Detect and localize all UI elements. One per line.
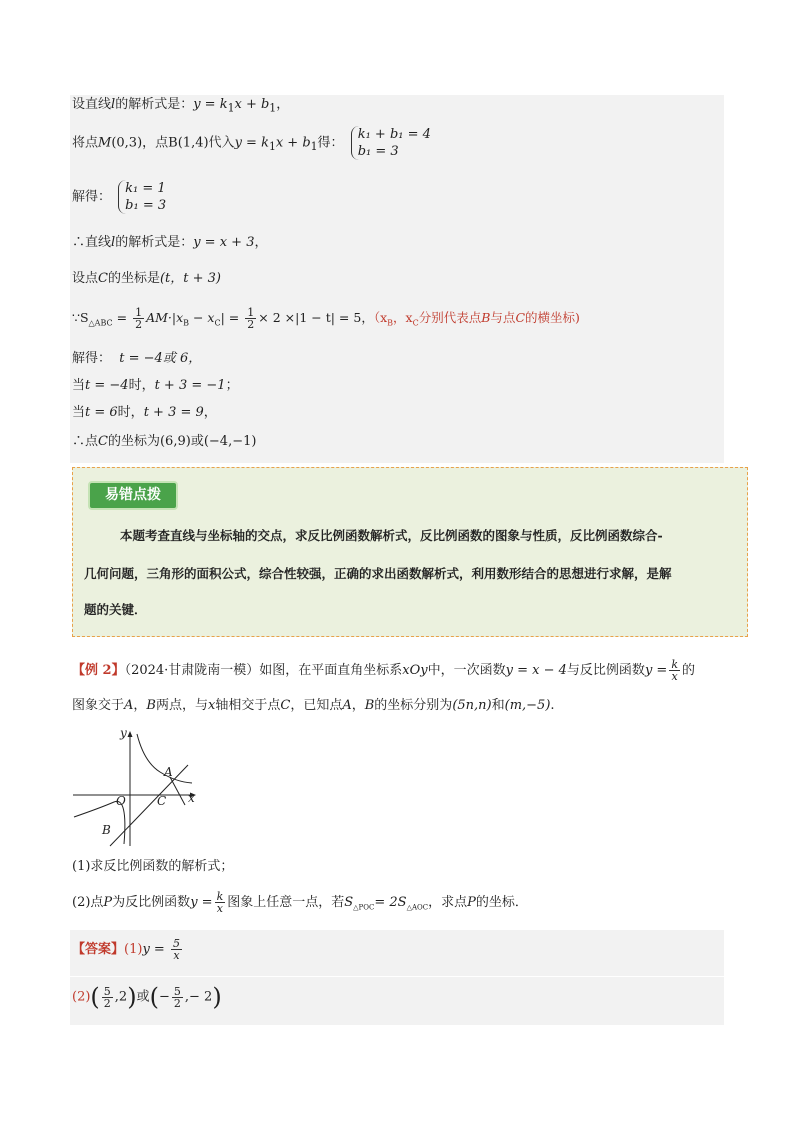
text: ∴直线 — [72, 235, 112, 250]
fraction — [102, 986, 113, 1009]
math: x + b — [234, 97, 270, 112]
text: | = — [220, 310, 240, 325]
num: 1 — [247, 306, 255, 319]
text: ,2 — [114, 989, 128, 1005]
example-tag: 【例 2】 — [72, 663, 125, 678]
math: t + 3 = −1 — [154, 378, 226, 393]
text: （2024·甘肃陇南一模）如图，在平面直角坐标系 — [124, 663, 403, 678]
solution-line-4 — [72, 234, 267, 252]
eq: b₁ = 3 — [125, 198, 167, 213]
math: x — [208, 698, 216, 713]
answer-line-2 — [72, 982, 222, 1013]
text: ,− 2 — [184, 989, 213, 1005]
sub: B — [387, 318, 394, 328]
tip-badge: 易错点拨 — [88, 481, 178, 510]
math: AM·|x — [146, 310, 184, 325]
text: ∵S — [72, 310, 89, 325]
paren-open: ( — [90, 983, 100, 1011]
text: 时， — [128, 378, 155, 393]
math: (t，t + 3) — [159, 271, 222, 286]
math: P — [467, 895, 476, 910]
text: × 2 ×|1 − t| = 5， — [258, 310, 374, 325]
den: 2 — [247, 318, 255, 331]
text: ，求点 — [428, 895, 468, 910]
math: B — [481, 310, 491, 325]
fraction — [245, 307, 256, 330]
den: 2 — [173, 996, 181, 1010]
text: 将点 — [72, 135, 99, 151]
origin-label: O — [116, 794, 126, 808]
text: 的横坐标) — [525, 310, 580, 325]
solution-line-1 — [72, 96, 289, 118]
text: 为反比例函数 — [112, 895, 191, 910]
den: x — [671, 670, 678, 683]
text: 解得： — [72, 189, 112, 205]
math: y = k — [193, 97, 228, 112]
text: 与反比例函数 — [566, 663, 645, 678]
question-2 — [72, 890, 528, 921]
equation-system — [118, 180, 166, 214]
solution-line-2 — [72, 126, 431, 160]
text: (1) — [124, 942, 143, 957]
solution-line-5 — [72, 270, 221, 288]
text: 分别代表点 — [418, 310, 482, 325]
example-line-2 — [72, 697, 555, 715]
text: 时， — [117, 405, 144, 420]
text: ， — [276, 97, 290, 112]
sub: 1 — [269, 101, 277, 115]
text: 设点 — [72, 271, 99, 286]
point-a-label: A — [164, 765, 173, 779]
text: (2)点 — [72, 895, 104, 910]
sub: △POC — [353, 903, 375, 912]
text: = — [116, 310, 128, 325]
den: x — [173, 949, 180, 962]
eq: b₁ = 3 — [357, 144, 399, 159]
y-axis-arrow — [128, 731, 133, 737]
text: ， — [351, 698, 365, 713]
text: ， — [203, 405, 217, 420]
solution-line-10 — [72, 433, 256, 451]
math: y = x − 4 — [505, 663, 567, 678]
point-b-label: B — [102, 823, 111, 837]
math: P — [103, 895, 113, 910]
function-graph-figure — [70, 724, 200, 850]
point-c-label: C — [157, 794, 167, 808]
text: ； — [225, 378, 239, 393]
math: x + b — [275, 135, 311, 151]
math: − x — [189, 310, 215, 325]
note — [373, 310, 580, 328]
text: 的 — [681, 663, 695, 678]
math: C — [98, 271, 108, 286]
text: . — [550, 698, 555, 713]
text: 的坐标． — [475, 895, 528, 910]
y-label: y — [120, 726, 127, 740]
num: 1 — [135, 306, 143, 319]
text: 得： — [317, 135, 344, 151]
sub: C — [412, 318, 419, 328]
sub: 1 — [268, 140, 276, 154]
text: 设直线 — [72, 97, 112, 112]
text: ∴点 — [72, 434, 99, 449]
solution-line-7 — [72, 350, 201, 368]
den: x — [216, 902, 223, 915]
num: 5 — [173, 984, 181, 998]
math: C — [280, 698, 291, 713]
fraction — [669, 659, 680, 682]
example-line-1 — [72, 658, 695, 684]
text: ，已知点 — [290, 698, 343, 713]
answer-line-1 — [72, 936, 184, 964]
text: 当 — [72, 378, 86, 393]
math: t = 6 — [85, 405, 118, 420]
num: 5 — [172, 937, 180, 950]
math: l — [111, 97, 116, 112]
text: 的解析式是： — [115, 235, 194, 250]
text: 解得： — [72, 351, 112, 366]
text: ，x — [393, 310, 413, 325]
text: 中，一次函数 — [427, 663, 506, 678]
num: k — [216, 890, 224, 903]
math: t = −4 — [85, 378, 129, 393]
text: 的解析式是： — [115, 97, 194, 112]
math: (5n,n) — [452, 698, 492, 713]
math: xOy — [402, 663, 428, 678]
text: (0,3) — [111, 135, 143, 151]
sub: 1 — [227, 101, 235, 115]
fraction — [172, 986, 183, 1009]
answer-divider — [70, 976, 724, 977]
text: (−4,−1) — [203, 434, 257, 449]
math: C — [515, 310, 526, 325]
math: l — [111, 235, 116, 250]
math: S — [344, 895, 354, 910]
solution-line-9 — [72, 404, 217, 422]
sub: △AOC — [406, 903, 429, 912]
num: k — [671, 658, 678, 671]
text: （x — [373, 310, 388, 325]
text: ， — [133, 698, 147, 713]
paren-close: ) — [212, 983, 222, 1011]
text: B(1,4) — [168, 135, 209, 151]
eq: k₁ = 1 — [125, 181, 166, 196]
fraction — [215, 891, 226, 914]
math: M — [98, 135, 112, 151]
equation-system — [351, 126, 431, 160]
den: 2 — [103, 996, 111, 1010]
tip-line-1: 本题考查直线与坐标轴的交点，求反比例函数解析式，反比例函数的图象与性质，反比例函数综合- — [120, 528, 663, 543]
text: 轴相交于点 — [215, 698, 281, 713]
fraction — [171, 938, 182, 961]
math: B — [364, 698, 375, 713]
math: A — [124, 698, 134, 713]
question-1: (1)求反比例函数的解析式； — [72, 859, 234, 874]
solution-line-6 — [72, 305, 580, 337]
text: 当 — [72, 405, 86, 420]
math: y = — [190, 895, 213, 910]
solution-line-8 — [72, 377, 239, 395]
fraction — [133, 307, 144, 330]
sub: △ABC — [88, 318, 113, 328]
math: B — [146, 698, 156, 713]
text: 图象上任意一点，若 — [227, 895, 345, 910]
paren-close: ) — [127, 983, 137, 1011]
math: y = x + 3 — [193, 235, 255, 250]
num: 5 — [103, 984, 111, 998]
math: y = k — [234, 135, 269, 151]
text: 和 — [491, 698, 505, 713]
text: 与点 — [490, 310, 516, 325]
text: 图象交于 — [72, 698, 125, 713]
text: 代入 — [208, 135, 235, 151]
math: A — [342, 698, 352, 713]
text: ，点 — [142, 135, 169, 151]
sub: 1 — [310, 140, 318, 154]
math: y = — [142, 942, 165, 957]
tip-line-2: 几何问题，三角形的面积公式，综合性较强，正确的求出函数解析式，利用数形结合的思想进行求解，是解 — [84, 566, 672, 581]
text: 或 — [190, 434, 204, 449]
den: 2 — [135, 318, 143, 331]
sub: C — [214, 318, 221, 328]
answer-tag: 【答案】 — [72, 942, 125, 957]
text: 的坐标是 — [107, 271, 160, 286]
tip-line-3: 题的关键． — [84, 602, 147, 617]
text: (2) — [72, 989, 91, 1005]
text: (6,9) — [159, 434, 191, 449]
text: − — [158, 989, 170, 1005]
math: y = — [644, 663, 668, 678]
text: ， — [254, 235, 268, 250]
text: 或 — [136, 989, 150, 1005]
math: C — [98, 434, 108, 449]
x-label: x — [188, 791, 195, 805]
eq: k₁ + b₁ = 4 — [357, 127, 431, 142]
paren-open: ( — [149, 983, 159, 1011]
math: t = −4或 6， — [119, 351, 202, 366]
math: = 2S — [374, 895, 407, 910]
solution-line-3 — [72, 180, 166, 214]
math: t + 3 = 9 — [143, 405, 204, 420]
text: 两点，与 — [155, 698, 208, 713]
text: 的坐标为 — [107, 434, 160, 449]
text: 的坐标分别为 — [374, 698, 453, 713]
sub: B — [183, 318, 190, 328]
math: (m,−5) — [504, 698, 551, 713]
